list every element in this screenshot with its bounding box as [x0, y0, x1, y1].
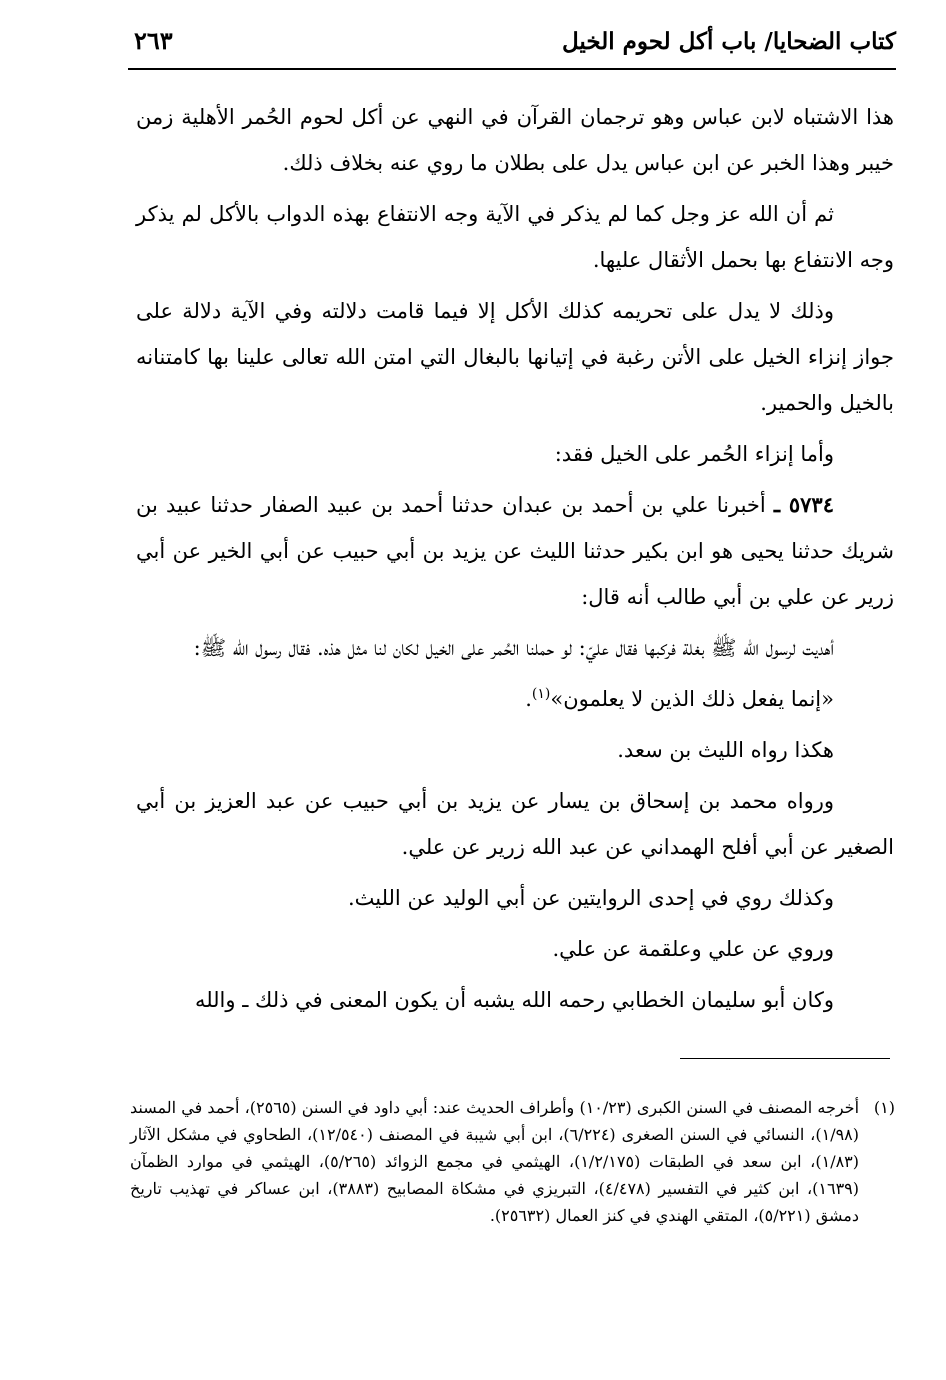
paragraph: هكذا رواه الليث بن سعد. [617, 738, 834, 762]
footnote-label: (١) [873, 1098, 895, 1117]
paragraph: وذلك لا يدل على تحريمه كذلك الأكل إلا فيما قامت دلالته وفي الآية دلالة على جواز إنزاء الخيل على الأتن رغبة في إتيانها بالبغال التي امتن الله تعالى علينا بها كامتنانه بالخيل والحمير. [136, 299, 894, 415]
running-title: كتاب الضحايا/ باب أكل لحوم الخيل [562, 28, 896, 55]
footnote [130, 1094, 895, 1229]
footnotes [130, 1094, 895, 1229]
hadith-quote-paragraph: «إنما يفعل ذلك الذين لا يعلمون»$^{(١)}$. [525, 686, 834, 711]
paragraph: هذا الاشتباه لابن عباس وهو ترجمان القرآن في النهي عن أكل لحوم الحُمر الأهلية زمن خيبر وهذا الخبر عن ابن عباس يدل على بطلان ما روي عنه بخلاف ذلك. [136, 105, 894, 175]
paragraph: ورواه محمد بن إسحاق بن يسار عن يزيد بن أبي حبيب عن عبد العزيز بن أبي الصغير عن أبي أفلح الهمداني عن عبد الله زرير عن علي. [136, 789, 894, 859]
paragraph: وكان أبو سليمان الخطابي رحمه الله يشبه أن يكون المعنى في ذلك ـ والله [194, 988, 834, 1012]
hadith-isnad: أخبرنا علي بن أحمد بن عبدان حدثنا أحمد بن عبيد الصفار حدثنا عبيد بن شريك حدثنا يحيى هو ابن بكير حدثنا الليث عن يزيد بن أبي حبيب عن أبي الخير عن أبي زرير عن علي بن أبي طالب أنه قال: [136, 493, 894, 609]
footnote-separator [680, 1058, 890, 1059]
footnote-text: أخرجه المصنف في السنن الكبرى (١٠/٢٣) وأطراف الحديث عند: أبي داود في السنن (٢٥٦٥)، أحمد في المسند (١/٩٨)، النسائي في السنن الصغرى (٦/٢٢٤)، ابن أبي شيبة في المصنف (١٢/٥٤٠)، الطحاوي في مشكل الآثار (١/٨٣)، ابن سعد في الطبقات (١/٢/١٧٥)، الهيثمي في مجمع الزوائد (٥/٢٦٥)، الهيثمي في موارد الظمآن (١٦٣٩)، ابن كثير في التفسير (٤/٤٧٨)، التبريزي في مشكاة المصابيح (٣٨٨٣)، ابن عساكر في تهذيب تاريخ دمشق (٥/٢٢١)، المتقي الهندي في كنز العمال (٢٥٦٣٢). [130, 1098, 860, 1225]
hadith-isnad-paragraph [136, 482, 894, 620]
main-text [136, 94, 894, 1028]
paragraph: وكذلك روي في إحدى الروايتين عن أبي الوليد عن الليث. [347, 886, 834, 910]
footnote-marker: (١) [531, 686, 551, 702]
paragraph: ثم أن الله عز وجل كما لم يذكر في الآية وجه الانتفاع بهذه الدواب بالأكل لم يذكر وجه الانتفاع بها بحمل الأثقال عليها. [136, 202, 894, 272]
hadith-quote: «إنما يفعل ذلك الذين لا يعلمون» [550, 687, 834, 711]
page-number: ٢٦٣ [134, 26, 173, 55]
page-header [128, 22, 896, 70]
paragraph: وروي عن علي وعلقمة عن علي. [552, 937, 834, 961]
paragraph: وأما إنزاء الحُمر على الخيل فقد: [554, 442, 834, 466]
hadith-matn: أهديت لرسول الله ﷺ بغلة فركبها فقال عليّ: لو حملنا الحُمر على الخيل لكان لنا مثل هذه. فقال رسول الله ﷺ: [193, 636, 834, 660]
hadith-number: ٥٧٣٤ ـ [773, 492, 834, 517]
